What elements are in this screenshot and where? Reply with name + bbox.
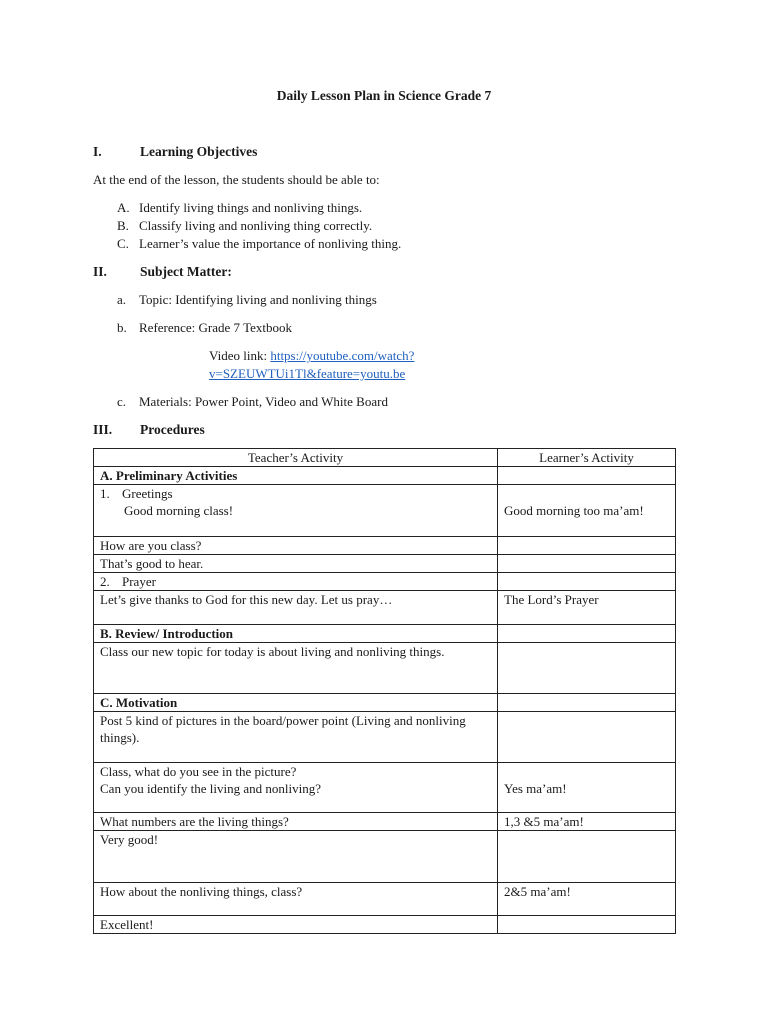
video-link-label: Video link:: [209, 348, 271, 363]
table-row: [94, 573, 676, 591]
teacher-line: Class, what do you see in the picture?: [100, 764, 297, 779]
topic-text: Topic: Identifying living and nonliving things: [139, 292, 377, 307]
table-row: [94, 485, 676, 537]
video-link-line: [209, 348, 414, 364]
table-row: [94, 591, 676, 625]
objective-item: [117, 200, 362, 216]
learner-line: 2&5 ma’am!: [498, 883, 676, 916]
greetings-line: Good morning class!: [124, 503, 234, 518]
teacher-line: Post 5 kind of pictures in the board/power point (Living and nonliving things).: [94, 712, 498, 763]
empty-cell: [498, 712, 676, 763]
document-title: Daily Lesson Plan in Science Grade 7: [276, 88, 492, 103]
video-link[interactable]: https://youtube.com/watch?: [270, 348, 415, 363]
table-row: [94, 916, 676, 934]
reference-letter: b.: [117, 320, 127, 335]
section-heading: Subject Matter:: [140, 264, 232, 279]
preliminary-activities-heading: A. Preliminary Activities: [94, 467, 498, 485]
section-heading: Learning Objectives: [140, 144, 258, 159]
empty-cell: [498, 467, 676, 485]
table-row: [94, 537, 676, 555]
objective-letter: C.: [117, 236, 129, 251]
empty-cell: [498, 694, 676, 712]
objective-letter: A.: [117, 200, 130, 215]
table-row: [94, 555, 676, 573]
teacher-line: Excellent!: [94, 916, 498, 934]
prayer-number: 2.: [100, 574, 110, 589]
learner-line: 1,3 &5 ma’am!: [498, 813, 676, 831]
objective-item: [117, 218, 372, 234]
topic-letter: a.: [117, 292, 127, 307]
section-subject-matter: [93, 264, 232, 280]
materials-text: Materials: Power Point, Video and White Board: [139, 394, 388, 409]
empty-cell: [498, 573, 676, 591]
section-number: II.: [93, 264, 107, 279]
column-header-teacher: Teacher’s Activity: [94, 449, 498, 467]
empty-cell: [498, 625, 676, 643]
empty-cell: [498, 916, 676, 934]
teacher-line: How are you class?: [94, 537, 498, 555]
section-number: III.: [93, 422, 113, 437]
prayer-text: Prayer: [122, 574, 156, 589]
empty-cell: [498, 555, 676, 573]
empty-cell: [498, 537, 676, 555]
teacher-line: That’s good to hear.: [94, 555, 498, 573]
table-row: [94, 625, 676, 643]
learner-line: The Lord’s Prayer: [498, 591, 676, 625]
greetings-reply: Good morning too ma’am!: [498, 485, 676, 537]
objective-text: Identify living things and nonliving things.: [139, 200, 363, 215]
materials-letter: c.: [117, 394, 127, 409]
section-learning-objectives: [93, 144, 257, 160]
teacher-line: Let’s give thanks to God for this new day. Let us pray…: [94, 591, 498, 625]
greetings-label: [100, 486, 173, 501]
table-row: [94, 643, 676, 694]
table-row: [94, 694, 676, 712]
prayer-cell: [94, 573, 498, 591]
empty-cell: [498, 643, 676, 694]
learner-line: Yes ma’am!: [498, 763, 676, 813]
teacher-question-cell: [94, 763, 498, 813]
table-row: [94, 712, 676, 763]
greetings-text: Greetings: [122, 486, 173, 501]
table-row: [94, 813, 676, 831]
objectives-intro: At the end of the lesson, the students should be able to:: [93, 172, 380, 187]
materials-line: [117, 394, 388, 410]
video-link-continued[interactable]: v=SZEUWTUi1Tl&feature=youtu.be: [209, 366, 406, 381]
empty-cell: [498, 831, 676, 883]
table-header-row: [94, 449, 676, 467]
table-row: [94, 467, 676, 485]
teacher-line: Very good!: [94, 831, 498, 883]
table-row: [94, 763, 676, 813]
teacher-line: Class our new topic for today is about living and nonliving things.: [94, 643, 498, 694]
objective-text: Classify living and nonliving thing correctly.: [139, 218, 373, 233]
review-introduction-heading: B. Review/ Introduction: [94, 625, 498, 643]
section-procedures: [93, 422, 205, 438]
reference-line: [117, 320, 292, 336]
section-heading: Procedures: [140, 422, 205, 437]
video-link-line-2: [209, 366, 405, 382]
section-number: I.: [93, 144, 102, 159]
objective-text: Learner’s value the importance of nonliving thing.: [139, 236, 402, 251]
teacher-line: What numbers are the living things?: [94, 813, 498, 831]
table-row: [94, 831, 676, 883]
motivation-heading: C. Motivation: [94, 694, 498, 712]
objective-item: [117, 236, 401, 252]
greetings-number: 1.: [100, 486, 110, 501]
teacher-line: Can you identify the living and nonliving?: [100, 781, 321, 796]
procedures-table: [93, 448, 676, 934]
column-header-learner: Learner’s Activity: [498, 449, 676, 467]
table-row: [94, 883, 676, 916]
greetings-cell: [94, 485, 498, 537]
objective-letter: B.: [117, 218, 129, 233]
topic-line: [117, 292, 377, 308]
reference-text: Reference: Grade 7 Textbook: [139, 320, 292, 335]
teacher-line: How about the nonliving things, class?: [94, 883, 498, 916]
